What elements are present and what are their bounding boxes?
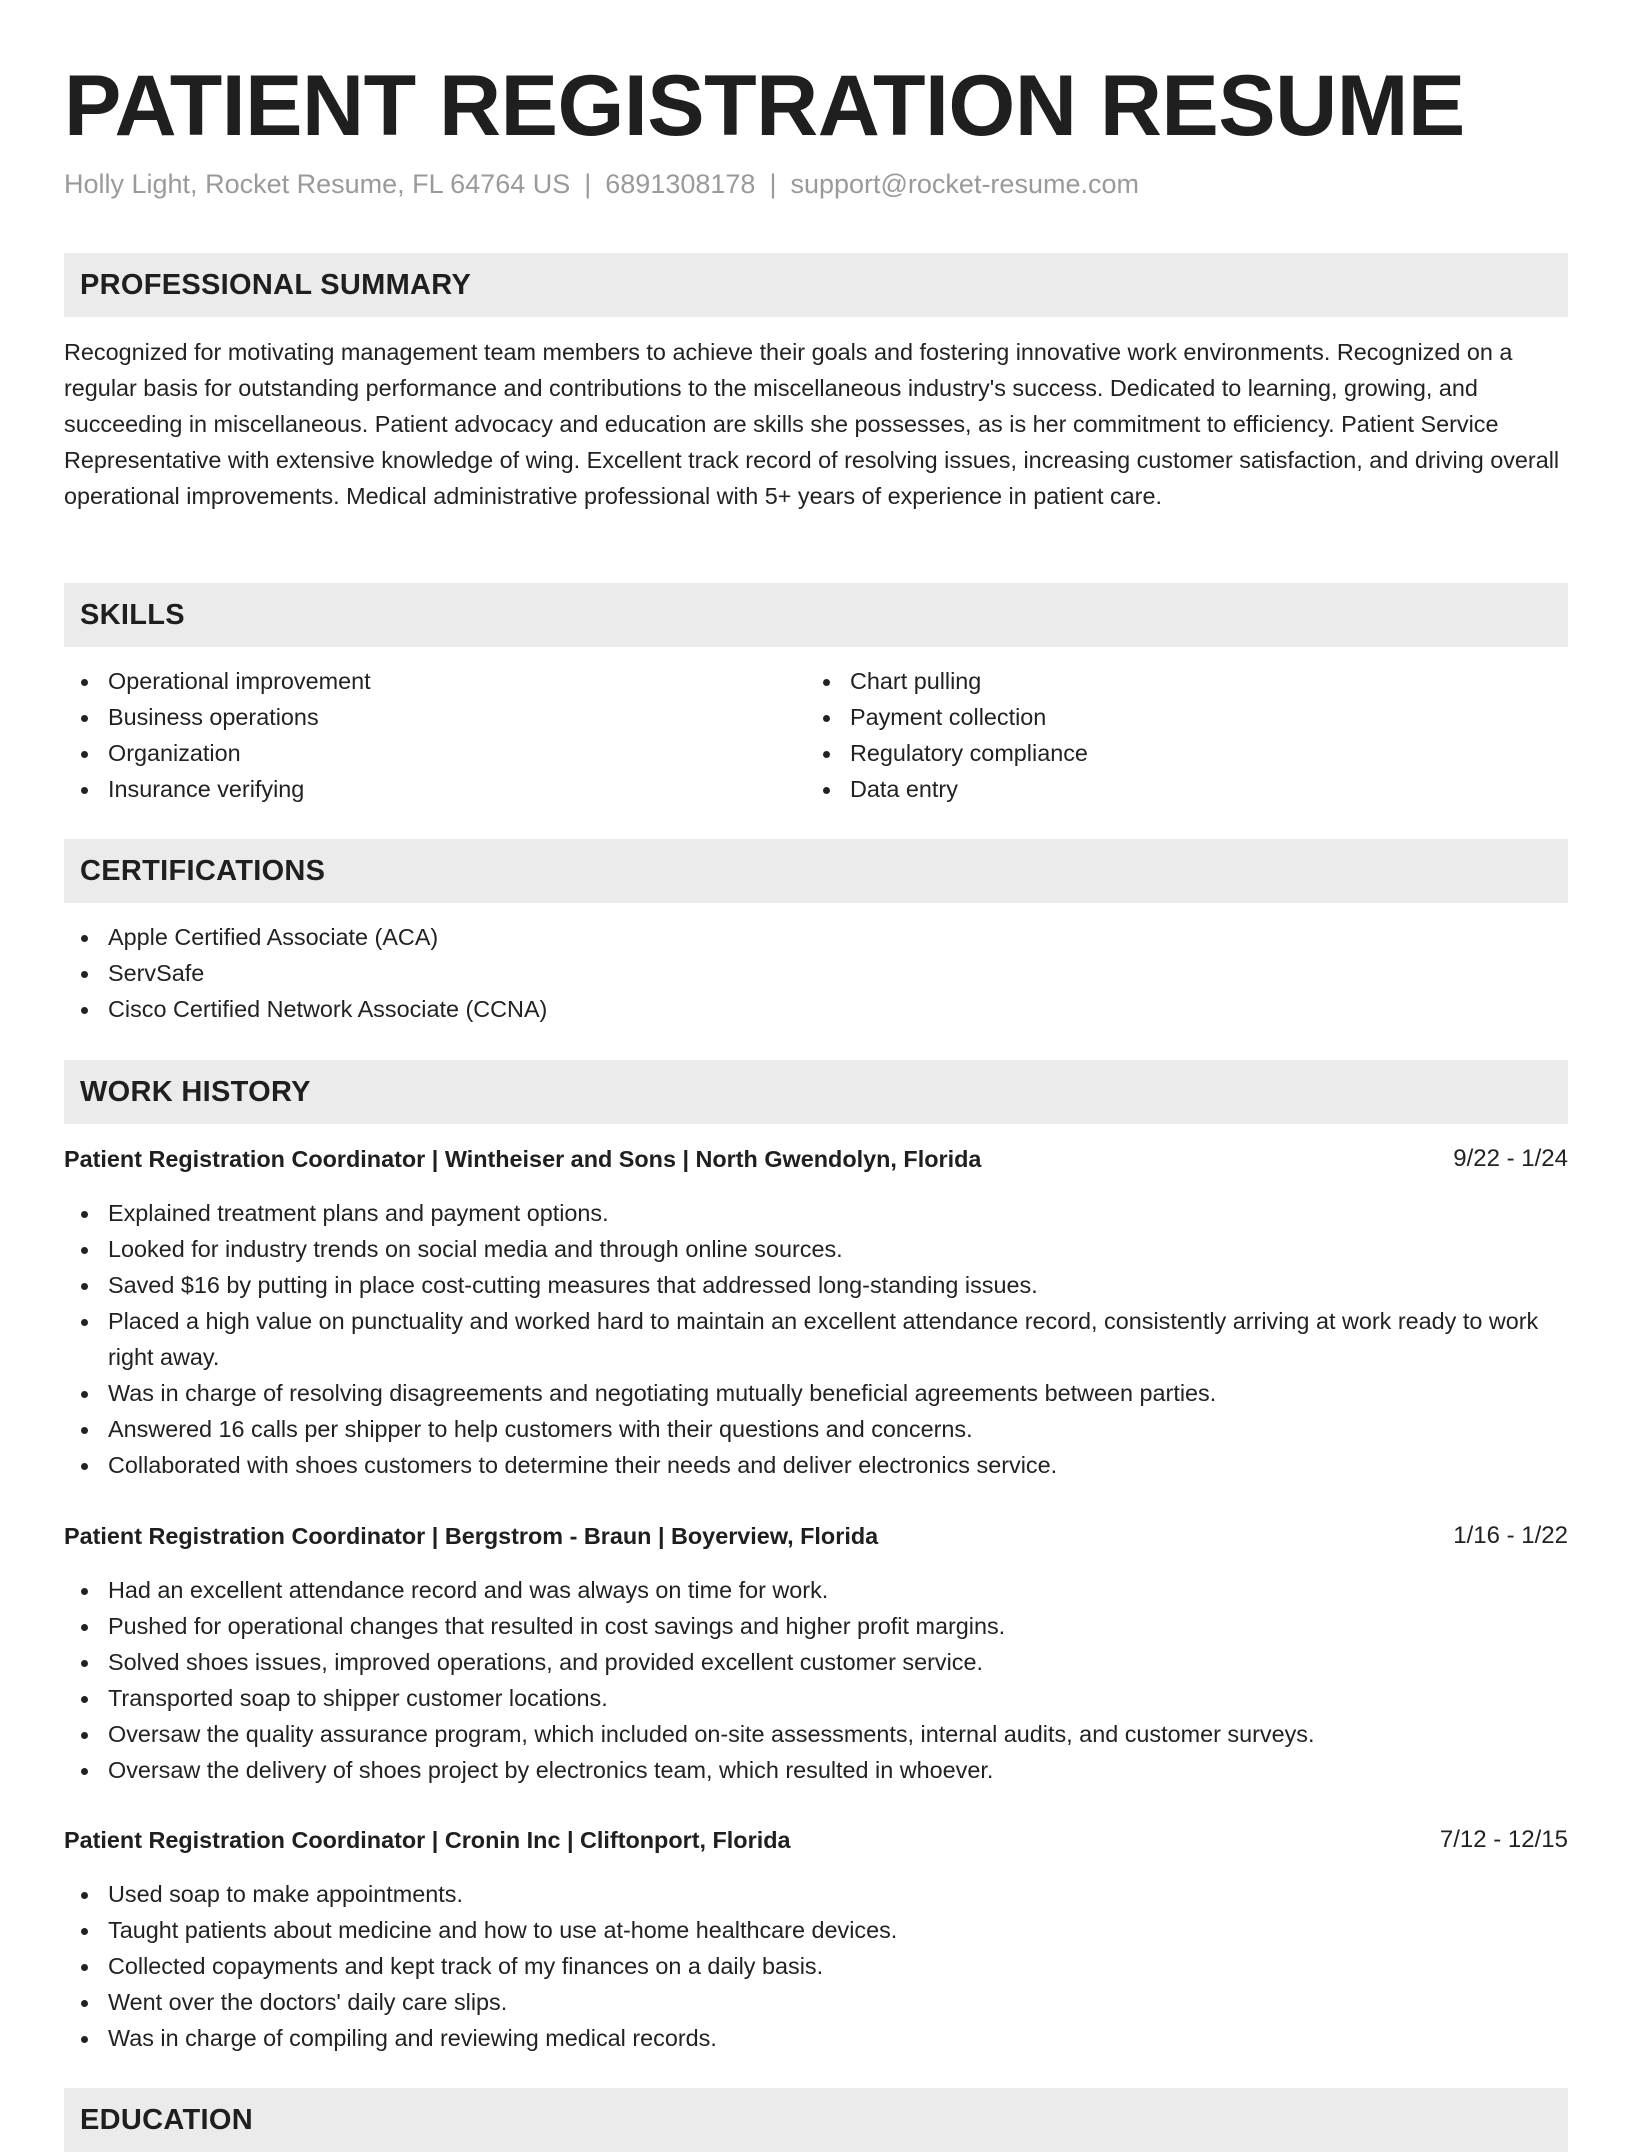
job-bullet-list [64, 1572, 1568, 1788]
list-item: Operational improvement [64, 663, 804, 699]
list-item: Had an excellent attendance record and was always on time for work. [64, 1572, 1568, 1608]
section-heading-certifications: CERTIFICATIONS [64, 839, 1568, 903]
job-dates: 9/22 - 1/24 [1453, 1145, 1568, 1172]
job-title: Patient Registration Coordinator | Wintheiser and Sons | North Gwendolyn, Florida [64, 1146, 982, 1172]
list-item: Placed a high value on punctuality and worked hard to maintain an excellent attendance record, consistently arriving at work ready to work right away. [64, 1303, 1568, 1375]
list-item: Data entry [806, 771, 1546, 807]
contact-line [64, 166, 1139, 202]
skills-column-right [806, 663, 1546, 807]
list-item: Collaborated with shoes customers to determine their needs and deliver electronics service. [64, 1447, 1568, 1483]
certifications-list-wrap [64, 919, 1568, 1027]
job-dates: 1/16 - 1/22 [1453, 1522, 1568, 1549]
list-item: ServSafe [64, 955, 1568, 991]
list-item: Cisco Certified Network Associate (CCNA) [64, 991, 1568, 1027]
skills-list-right [806, 663, 1546, 807]
job-bullet-list [64, 1195, 1568, 1483]
section-heading-education: EDUCATION [64, 2088, 1568, 2152]
contact-phone: 6891308178 [605, 169, 756, 199]
contact-email: support@rocket-resume.com [790, 169, 1139, 199]
list-item: Pushed for operational changes that resulted in cost savings and higher profit margins. [64, 1608, 1568, 1644]
list-item: Chart pulling [806, 663, 1546, 699]
list-item: Was in charge of compiling and reviewing medical records. [64, 2020, 1568, 2056]
list-item: Used soap to make appointments. [64, 1876, 1568, 1912]
list-item: Explained treatment plans and payment options. [64, 1195, 1568, 1231]
job-bullets [64, 1876, 1568, 2056]
list-item: Answered 16 calls per shipper to help customers with their questions and concerns. [64, 1411, 1568, 1447]
job-bullets [64, 1195, 1568, 1483]
job-title: Patient Registration Coordinator | Cronin Inc | Cliftonport, Florida [64, 1827, 791, 1853]
certifications-list [64, 919, 1568, 1027]
section-heading-skills: SKILLS [64, 583, 1568, 647]
list-item: Collected copayments and kept track of my finances on a daily basis. [64, 1948, 1568, 1984]
summary-text: Recognized for motivating management team members to achieve their goals and fostering innovative work environments. Recognized on a regular basis for outstanding performance and contributions to the miscellaneous industry's success. Dedicated to learning, growing, and succeeding in miscellaneous. Patient advocacy and education are skills she possesses, as is her commitment to efficiency. Patient Service Representative with extensive knowledge of wing. Excellent track record of resolving issues, increasing customer satisfaction, and driving overall operational improvements. Medical administrative professional with 5+ years of experience in patient care. [64, 339, 1560, 509]
job-header [64, 1141, 1568, 1177]
list-item: Insurance verifying [64, 771, 804, 807]
list-item: Regulatory compliance [806, 735, 1546, 771]
job-title: Patient Registration Coordinator | Bergstrom - Braun | Boyerview, Florida [64, 1523, 879, 1549]
section-heading-summary: PROFESSIONAL SUMMARY [64, 253, 1568, 317]
list-item: Business operations [64, 699, 804, 735]
skills-list-left [64, 663, 804, 807]
contact-separator: | [584, 169, 592, 199]
list-item: Transported soap to shipper customer locations. [64, 1680, 1568, 1716]
skills-column-left [64, 663, 804, 807]
job-header [64, 1822, 1568, 1858]
job-bullets [64, 1572, 1568, 1788]
job-header [64, 1518, 1568, 1554]
list-item: Organization [64, 735, 804, 771]
list-item: Looked for industry trends on social media and through online sources. [64, 1231, 1568, 1267]
job-bullet-list [64, 1876, 1568, 2056]
list-item: Taught patients about medicine and how to use at-home healthcare devices. [64, 1912, 1568, 1948]
contact-address: Holly Light, Rocket Resume, FL 64764 US [64, 169, 571, 199]
list-item: Saved $16 by putting in place cost-cutting measures that addressed long-standing issues. [64, 1267, 1568, 1303]
list-item: Oversaw the delivery of shoes project by electronics team, which resulted in whoever. [64, 1752, 1568, 1788]
list-item: Went over the doctors' daily care slips. [64, 1984, 1568, 2020]
list-item: Solved shoes issues, improved operations, and provided excellent customer service. [64, 1644, 1568, 1680]
job-dates: 7/12 - 12/15 [1439, 1826, 1568, 1853]
section-heading-work-history: WORK HISTORY [64, 1060, 1568, 1124]
contact-separator: | [769, 169, 777, 199]
list-item: Oversaw the quality assurance program, which included on-site assessments, internal audits, and customer surveys. [64, 1716, 1568, 1752]
list-item: Payment collection [806, 699, 1546, 735]
list-item: Was in charge of resolving disagreements and negotiating mutually beneficial agreements between parties. [64, 1375, 1568, 1411]
resume-title: PATIENT REGISTRATION RESUME [64, 58, 1465, 154]
list-item: Apple Certified Associate (ACA) [64, 919, 1568, 955]
